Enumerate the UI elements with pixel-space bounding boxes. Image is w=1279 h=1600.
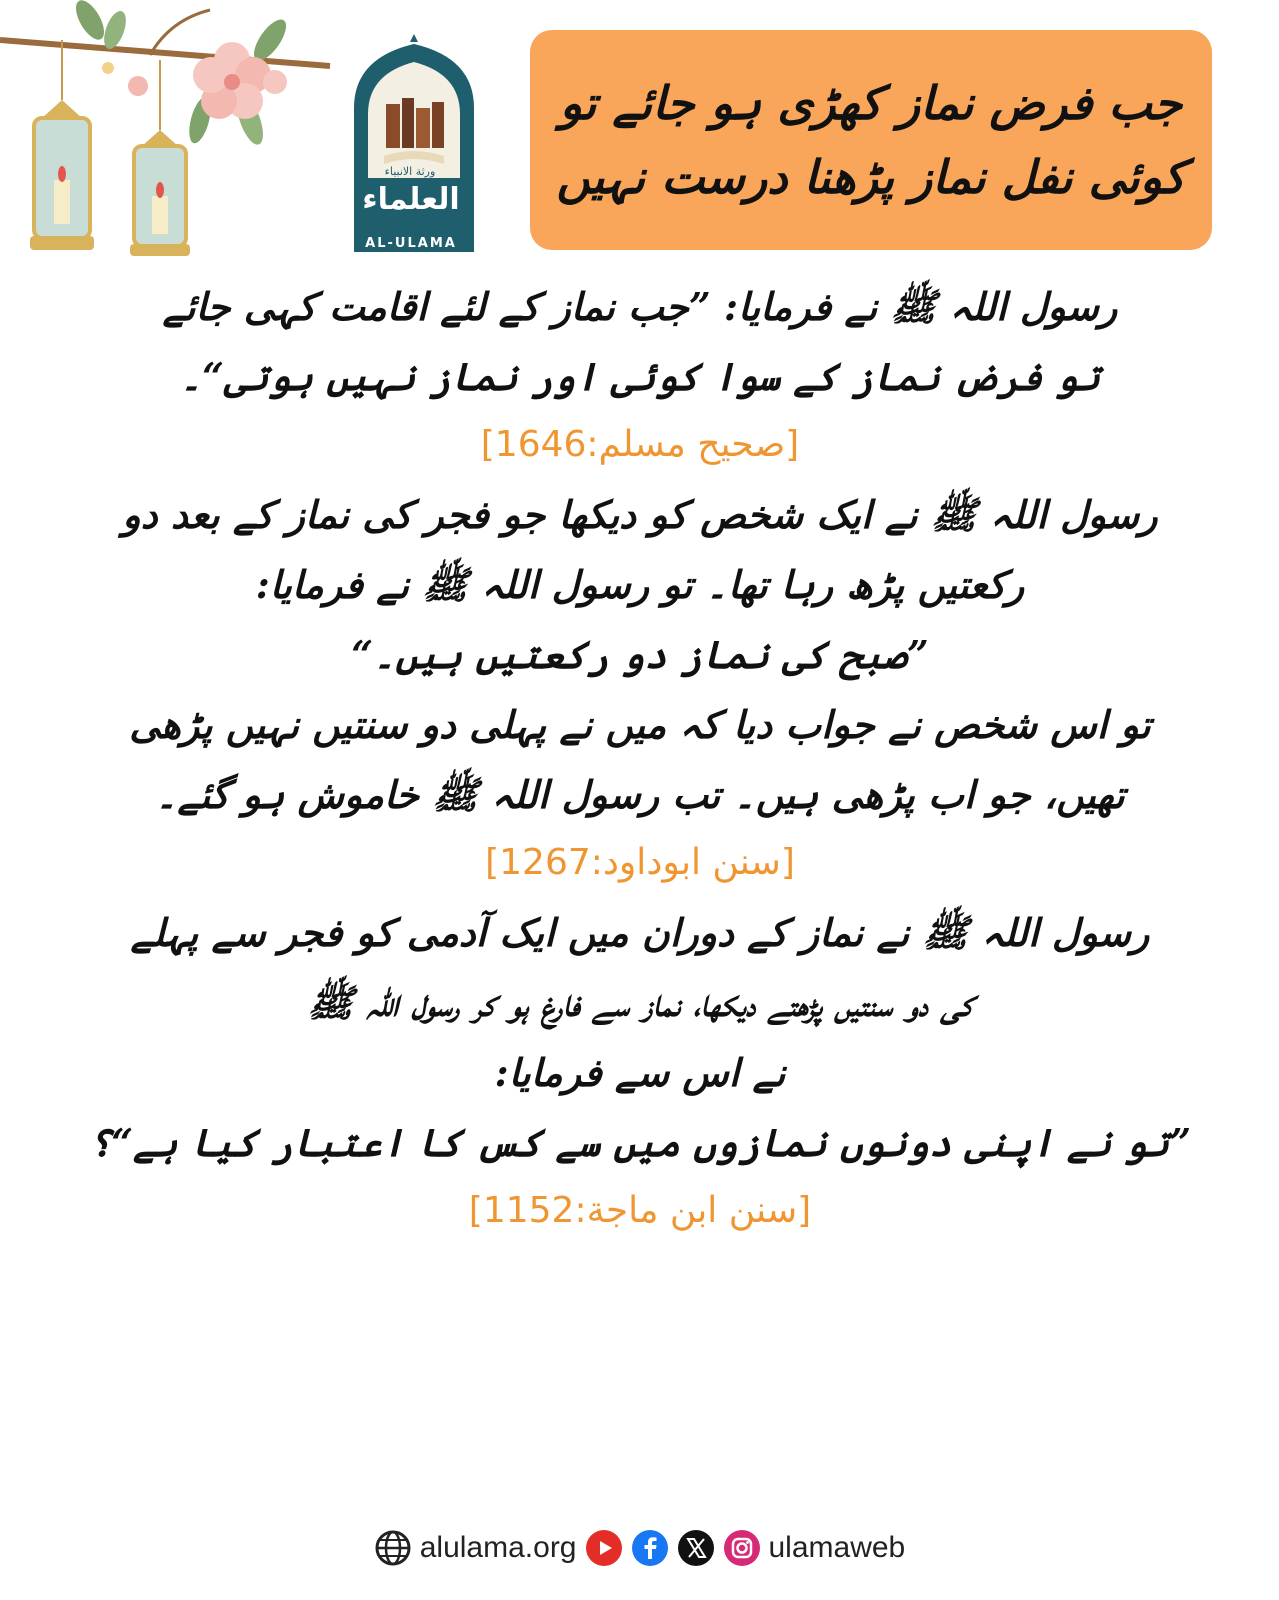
facebook-icon[interactable] bbox=[631, 1529, 669, 1567]
hadith-block-1 bbox=[60, 272, 1220, 476]
hadith-line: تو اس شخص نے جواب دیا کہ میں نے پہلی دو سنتیں نہیں پڑھی bbox=[129, 702, 1151, 747]
hadith-block-3 bbox=[60, 898, 1220, 1242]
x-icon[interactable] bbox=[677, 1529, 715, 1567]
instagram-icon[interactable] bbox=[723, 1529, 761, 1567]
website-link[interactable]: alulama.org bbox=[419, 1531, 577, 1564]
logo-arabic-wordmark: العلماء bbox=[362, 182, 460, 217]
social-handle[interactable]: ulamaweb bbox=[768, 1531, 906, 1564]
hadith-line: کی دو سنتیں پڑھتے دیکھا، نماز سے فارغ ہو کر رسول اللہ ﷺ bbox=[307, 980, 973, 1025]
hadith-line: رسول اللہ ﷺ نے فرمایا: ”جب نماز کے لئے اقامت کہی جائے bbox=[162, 284, 1118, 329]
youtube-icon[interactable] bbox=[585, 1529, 623, 1567]
globe-icon[interactable] bbox=[374, 1529, 412, 1567]
hadith-reference: [سنن ابوداود:1267] bbox=[485, 842, 795, 883]
hadith-reference: [سنن ابن ماجة:1152] bbox=[468, 1190, 812, 1231]
social-footer bbox=[0, 1518, 1279, 1578]
logo-tagline: ورثة الانبياء bbox=[384, 165, 436, 178]
title-line-1: جب فرض نماز کھڑی ہو جائے تو bbox=[559, 76, 1183, 130]
hadith-line: رکعتیں پڑھ رہا تھا۔ تو رسول اللہ ﷺ نے فرمایا: bbox=[255, 562, 1025, 607]
hadith-line: ”تو نے اپنی دونوں نمازوں میں سے کس کا اعتبار کیا ہے“؟ bbox=[88, 1120, 1192, 1165]
floral-lantern-decoration bbox=[0, 0, 340, 270]
logo-latin-wordmark: AL-ULAMA bbox=[365, 236, 457, 251]
hadith-reference: [صحیح مسلم:1646] bbox=[480, 424, 800, 465]
hadith-line: رسول اللہ ﷺ نے نماز کے دوران میں ایک آدمی کو فجر سے پہلے bbox=[130, 910, 1150, 955]
hadith-line: ”صبح کی نماز دو رکعتیں ہیں۔“ bbox=[351, 632, 929, 677]
hadith-line: نے اس سے فرمایا: bbox=[494, 1050, 786, 1095]
al-ulama-logo bbox=[346, 28, 482, 256]
hadith-line: تو فرض نماز کے سوا کوئی اور نماز نہیں ہوتی“۔ bbox=[179, 354, 1101, 399]
hadith-line: تھیں، جو اب پڑھی ہیں۔ تب رسول اللہ ﷺ خاموش ہو گئے۔ bbox=[155, 772, 1125, 817]
hadith-line: رسول اللہ ﷺ نے ایک شخص کو دیکھا جو فجر کی نماز کے بعد دو bbox=[122, 492, 1158, 537]
title-line-2: کوئی نفل نماز پڑھنا درست نہیں bbox=[556, 150, 1186, 204]
hadith-block-2 bbox=[60, 480, 1220, 894]
title-banner bbox=[530, 30, 1212, 250]
hadith-content bbox=[60, 272, 1220, 1246]
